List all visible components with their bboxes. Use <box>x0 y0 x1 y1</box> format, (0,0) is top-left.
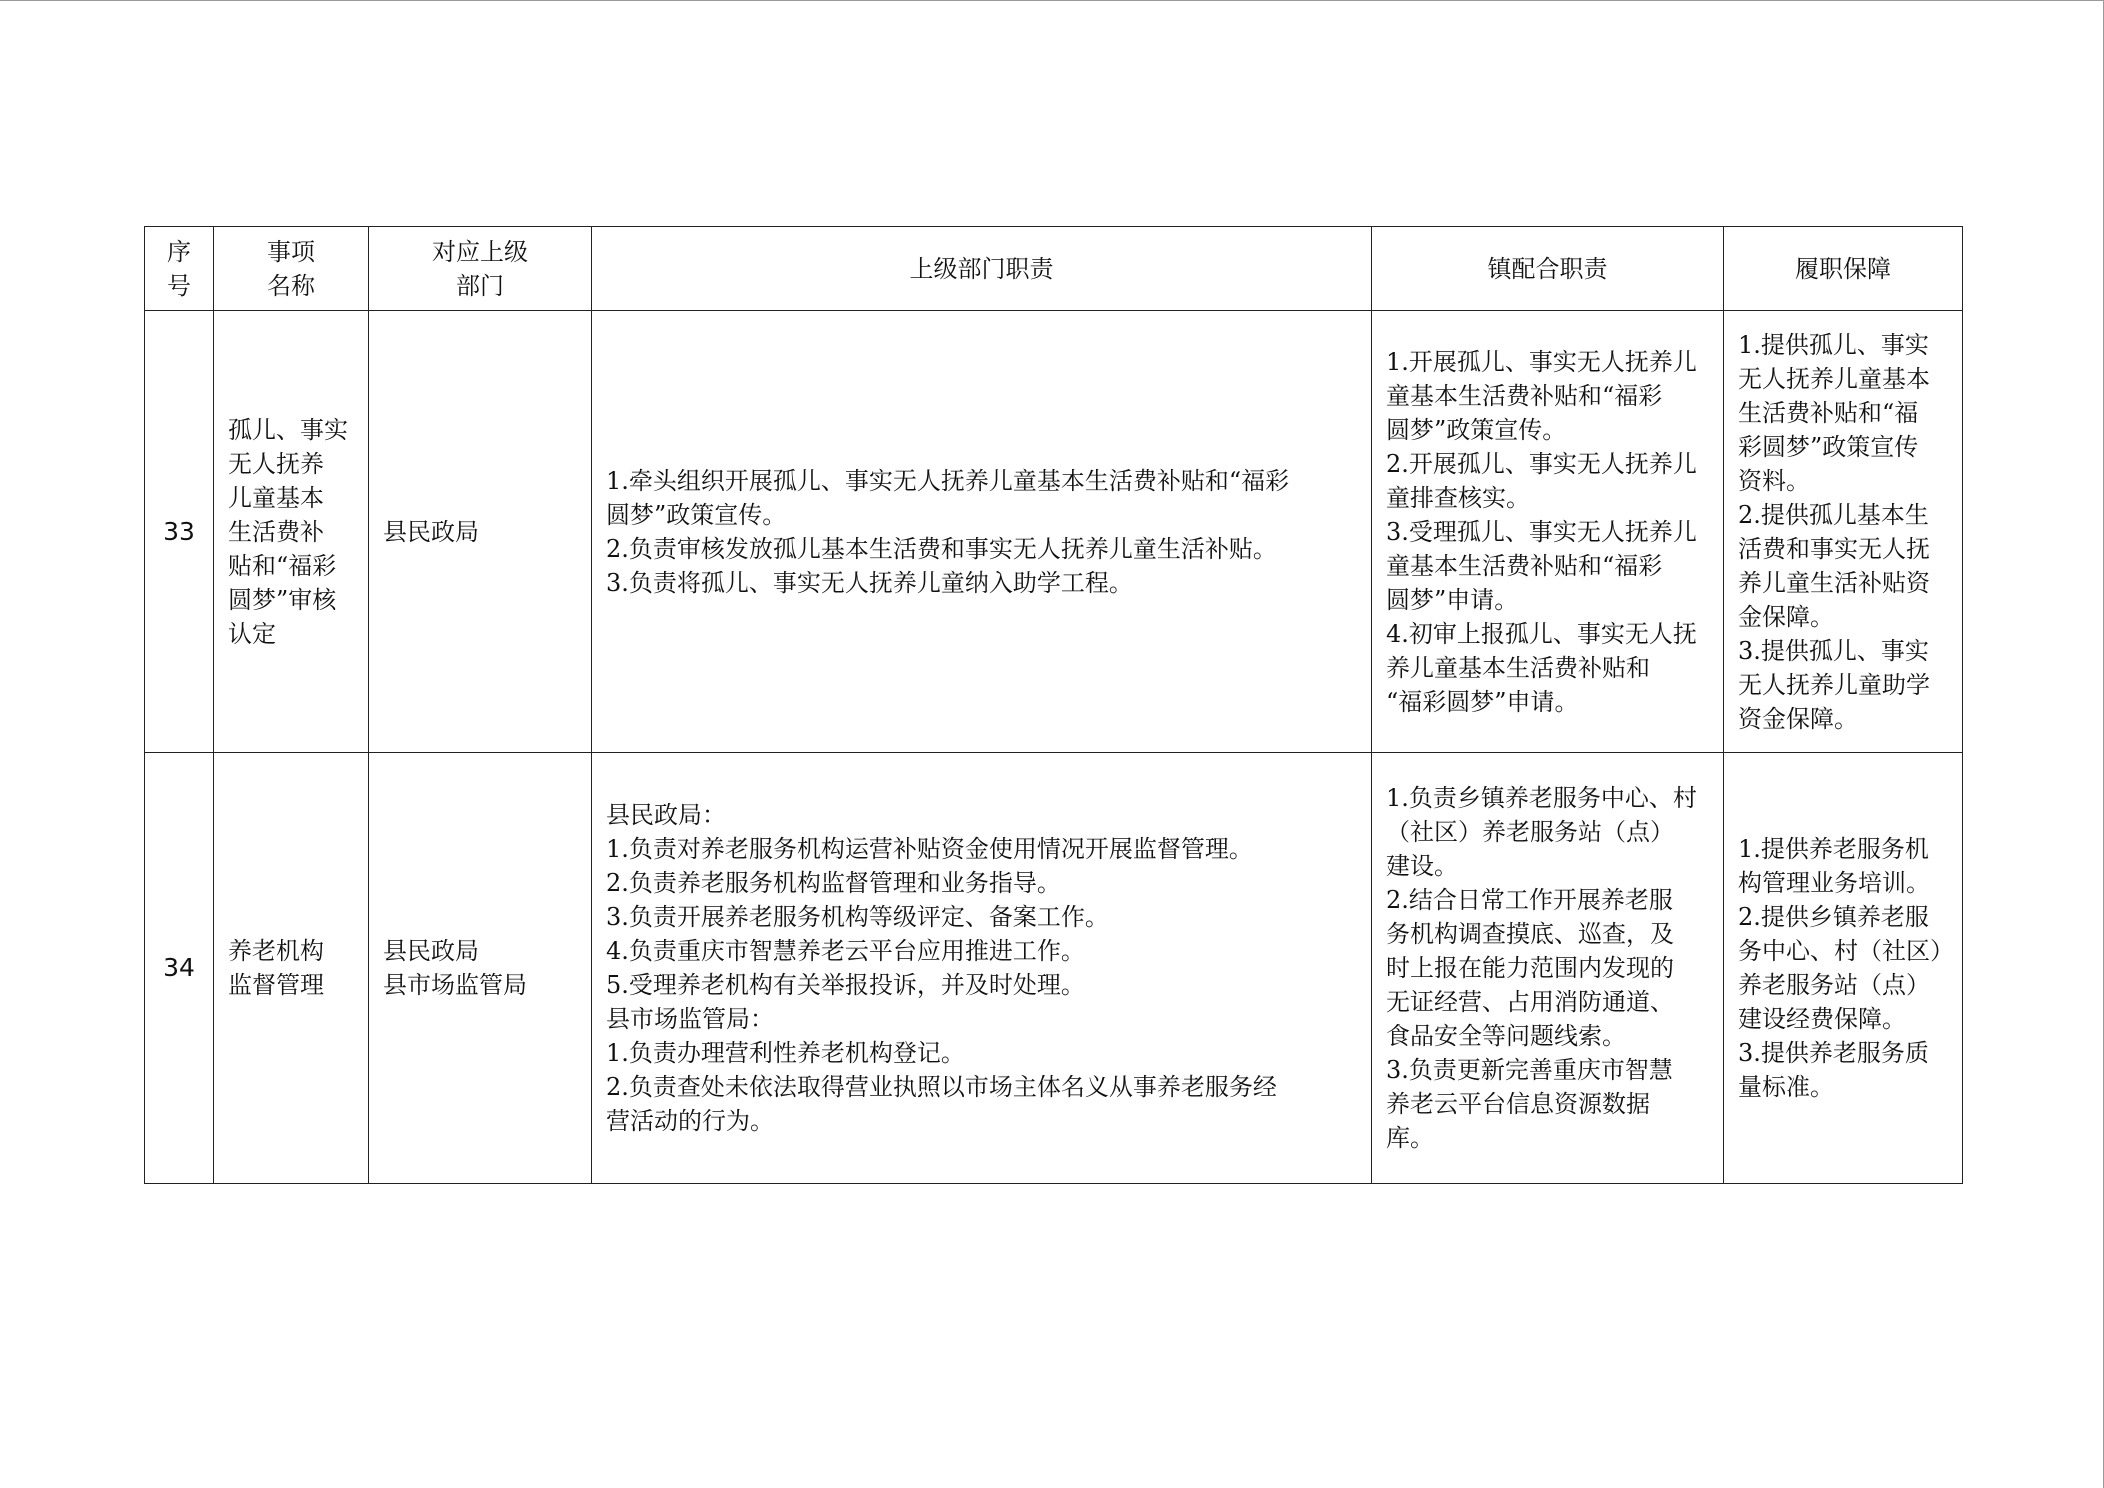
cell-text-line: 资料。 <box>1738 466 1810 495</box>
cell-text-line: 1.开展孤儿、事实无人抚养儿 <box>1386 347 1697 376</box>
cell-text-line: 儿童基本 <box>228 483 324 512</box>
cell-text-line: 2.结合日常工作开展养老服 <box>1386 886 1673 914</box>
cell-text-line: 3.提供孤儿、事实 <box>1738 636 1929 665</box>
table-header-row <box>145 227 1963 311</box>
cell-text-line: 孤儿、事实 <box>228 415 348 444</box>
cell-text-line: 2.负责审核发放孤儿基本生活费和事实无人抚养儿童生活补贴。 <box>606 534 1277 563</box>
cell-text-line: 2.提供乡镇养老服 <box>1738 903 1929 931</box>
header-text: 号 <box>167 271 191 300</box>
cell-text-line: 1.负责办理营利性养老机构登记。 <box>606 1039 965 1067</box>
header-serial-number <box>145 227 214 311</box>
cell-text-line: 食品安全等问题线索。 <box>1386 1022 1626 1050</box>
cell-text-line: 3.负责开展养老服务机构等级评定、备案工作。 <box>606 903 1109 931</box>
cell-text-line: 县民政局 <box>383 517 479 546</box>
cell-text-line: 金保障。 <box>1738 602 1834 631</box>
item-name-cell <box>214 311 369 753</box>
item-name-cell <box>214 753 369 1184</box>
cell-text-line: 1.负责对养老服务机构运营补贴资金使用情况开展监督管理。 <box>606 835 1253 863</box>
cell-text-line: 3.提供养老服务质 <box>1738 1039 1929 1067</box>
table-row <box>145 753 1963 1184</box>
header-town-duties: 镇配合职责 <box>1372 227 1724 311</box>
cell-text-line: 建设经费保障。 <box>1738 1005 1906 1033</box>
cell-text-line: 养儿童基本生活费补贴和 <box>1386 653 1650 682</box>
header-text: 序 <box>167 237 191 266</box>
serial-number-cell: 34 <box>145 753 214 1184</box>
cell-text-line: 童基本生活费补贴和“福彩 <box>1386 551 1663 580</box>
header-superior-duties: 上级部门职责 <box>592 227 1372 311</box>
cell-text-line: “福彩圆梦”申请。 <box>1386 687 1579 716</box>
cell-text-line: 养老机构 <box>228 937 324 965</box>
cell-text-line: 无人抚养儿童助学 <box>1738 670 1930 699</box>
cell-text-line: 童排查核实。 <box>1386 483 1530 512</box>
cell-text-line: 营活动的行为。 <box>606 1107 774 1135</box>
cell-text-line: 生活费补贴和“福 <box>1738 398 1919 427</box>
duty-table <box>144 226 1963 1184</box>
cell-text-line: 无人抚养 <box>228 449 324 478</box>
cell-text-line: 3.受理孤儿、事实无人抚养儿 <box>1386 517 1697 546</box>
department-cell <box>369 311 592 753</box>
cell-text-line: 3.负责更新完善重庆市智慧 <box>1386 1056 1673 1084</box>
cell-text-line: 3.负责将孤儿、事实无人抚养儿童纳入助学工程。 <box>606 568 1133 597</box>
header-guarantee: 履职保障 <box>1724 227 1963 311</box>
cell-text-line: 圆梦”政策宣传。 <box>606 500 787 529</box>
cell-text-line: 1.提供孤儿、事实 <box>1738 330 1929 359</box>
cell-text-line: 时上报在能力范围内发现的 <box>1386 954 1674 982</box>
cell-text-line: 构管理业务培训。 <box>1738 869 1930 897</box>
cell-text-line: 4.负责重庆市智慧养老云平台应用推进工作。 <box>606 937 1085 965</box>
cell-text-line: 圆梦”审核 <box>228 585 337 614</box>
cell-text-line: 务中心、村（社区） <box>1738 937 1954 965</box>
header-text: 部门 <box>456 271 504 300</box>
cell-text-line: 2.开展孤儿、事实无人抚养儿 <box>1386 449 1697 478</box>
cell-text-line: 活费和事实无人抚 <box>1738 534 1930 563</box>
header-text: 名称 <box>267 271 315 300</box>
cell-text-line: 5.受理养老机构有关举报投诉，并及时处理。 <box>606 971 1085 999</box>
header-text: 对应上级 <box>432 237 528 266</box>
cell-text-line: 4.初审上报孤儿、事实无人抚 <box>1386 619 1697 648</box>
header-item-name <box>214 227 369 311</box>
cell-text-line: 2.提供孤儿基本生 <box>1738 500 1929 529</box>
town-duties-cell <box>1372 753 1724 1184</box>
header-text: 事项 <box>267 237 315 266</box>
cell-text-line: 2.负责查处未依法取得营业执照以市场主体名义从事养老服务经 <box>606 1073 1277 1101</box>
cell-text-line: 1.牵头组织开展孤儿、事实无人抚养儿童基本生活费补贴和“福彩 <box>606 466 1290 495</box>
cell-text-line: 量标准。 <box>1738 1073 1834 1101</box>
cell-text-line: 圆梦”政策宣传。 <box>1386 415 1567 444</box>
cell-text-line: 养儿童生活补贴资 <box>1738 568 1930 597</box>
cell-text-line: 建设。 <box>1386 852 1458 880</box>
cell-text-line: 监督管理 <box>228 971 324 999</box>
cell-text-line: 务机构调查摸底、巡查，及 <box>1386 920 1674 948</box>
cell-text-line: （社区）养老服务站（点） <box>1386 818 1674 846</box>
cell-text-line: 彩圆梦”政策宣传 <box>1738 432 1919 461</box>
serial-number-cell: 33 <box>145 311 214 753</box>
cell-text-line: 认定 <box>228 619 276 648</box>
cell-text-line: 资金保障。 <box>1738 704 1858 733</box>
cell-text-line: 无人抚养儿童基本 <box>1738 364 1930 393</box>
cell-text-line: 童基本生活费补贴和“福彩 <box>1386 381 1663 410</box>
cell-text-line: 养老云平台信息资源数据 <box>1386 1090 1650 1118</box>
cell-text-line: 县市场监管局： <box>606 1005 774 1033</box>
cell-text-line: 养老服务站（点） <box>1738 971 1930 999</box>
cell-text-line: 2.负责养老服务机构监督管理和业务指导。 <box>606 869 1061 897</box>
cell-text-line: 县民政局： <box>606 801 726 829</box>
cell-text-line: 县市场监管局 <box>383 971 527 999</box>
superior-duties-cell <box>592 311 1372 753</box>
town-duties-cell <box>1372 311 1724 753</box>
table-row <box>145 311 1963 753</box>
cell-text-line: 库。 <box>1386 1124 1434 1152</box>
cell-text-line: 圆梦”申请。 <box>1386 585 1519 614</box>
guarantee-cell <box>1724 753 1963 1184</box>
cell-text-line: 无证经营、占用消防通道、 <box>1386 988 1674 1016</box>
superior-duties-cell <box>592 753 1372 1184</box>
cell-text-line: 生活费补 <box>228 517 324 546</box>
cell-text-line: 贴和“福彩 <box>228 551 337 580</box>
cell-text-line: 1.负责乡镇养老服务中心、村 <box>1386 784 1697 812</box>
department-cell <box>369 753 592 1184</box>
header-superior-department <box>369 227 592 311</box>
cell-text-line: 县民政局 <box>383 937 479 965</box>
cell-text-line: 1.提供养老服务机 <box>1738 835 1929 863</box>
guarantee-cell <box>1724 311 1963 753</box>
